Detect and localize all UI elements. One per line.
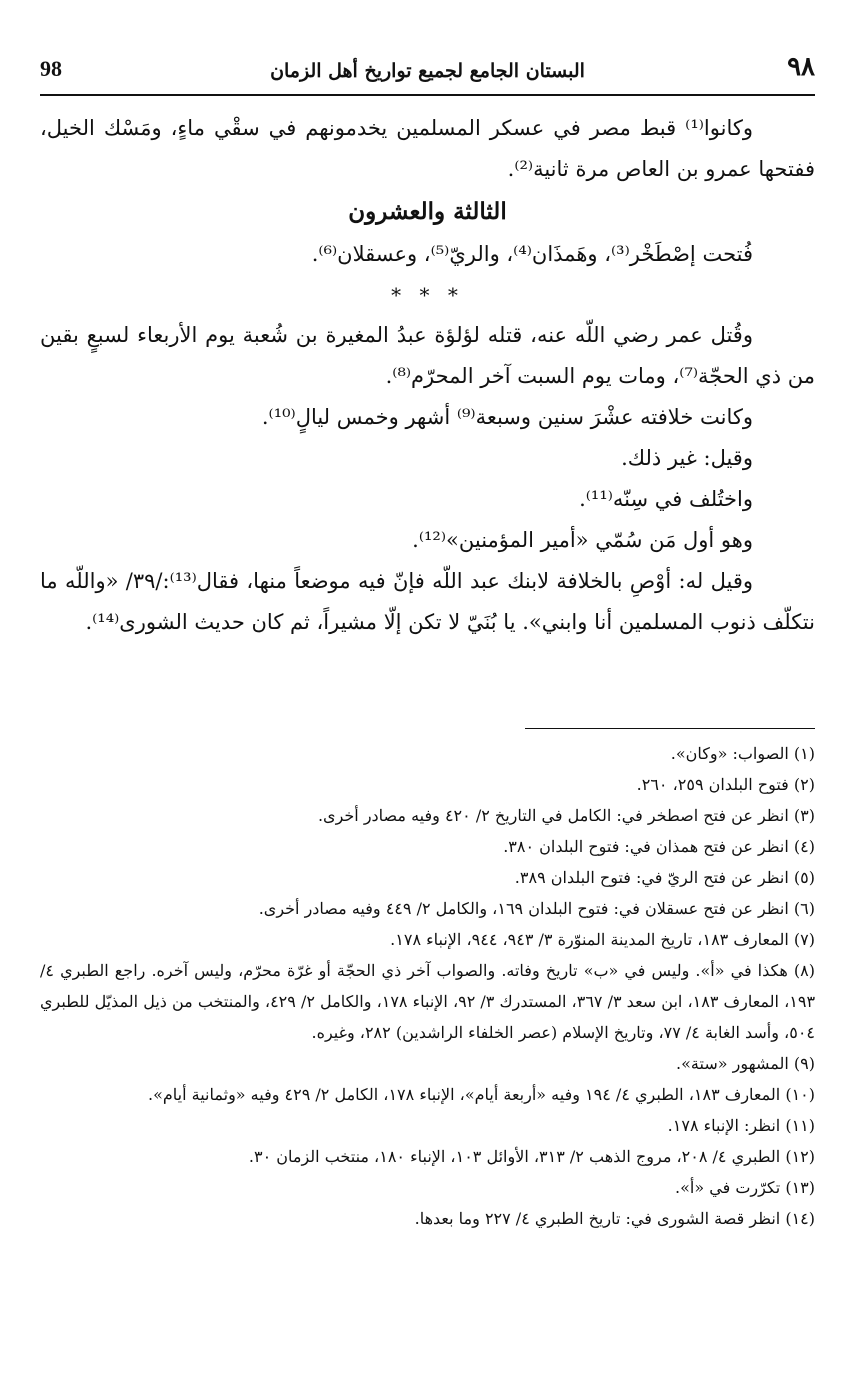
footnote-text: فتوح البلدان ٢٥٩، ٢٦٠. (636, 775, 789, 794)
paragraph-3: وقُتل عمر رضي اللّه عنه، قتله لؤلؤة عبدُ المغيرة بن شُعبة يوم الأربعاء لسبعٍ بقين من ذي الحجّة⁽⁷⁾، ومات يوم السبت آخر المحرّم⁽⁸⁾. (40, 323, 815, 388)
footnote-number: (١٤) (785, 1209, 815, 1228)
section-heading: الثالثة والعشرون (348, 198, 507, 225)
footnote-number: (٨) (793, 961, 815, 980)
footnote (40, 893, 815, 924)
footnote (40, 1079, 815, 1110)
footnote (40, 800, 815, 831)
footnote-number: (١٢) (785, 1147, 815, 1166)
footnote-number: (١١) (785, 1116, 815, 1135)
footnote-number: (١٣) (785, 1178, 815, 1197)
footnote-number: (٦) (793, 899, 815, 918)
footnote-text: انظر: الإنباء ١٧٨. (667, 1116, 781, 1135)
footnote-text: الطبري ٤/ ٢٠٨، مروج الذهب ٢/ ٣١٣، الأوائل ١٠٣، الإنباء ١٨٠، منتخب الزمان ٣٠. (248, 1147, 781, 1166)
footnote (40, 1172, 815, 1203)
page-number-arabic: ٩٨ (787, 52, 815, 82)
paragraph-1: وكانوا⁽¹⁾ قبط مصر في عسكر المسلمين يخدمونهم في سقْي ماءٍ، ومَسْك الخيل، ففتحها عمرو بن العاص مرة ثانية⁽²⁾. (40, 116, 815, 181)
footnote-text: انظر عن فتح اصطخر في: الكامل في التاريخ ٢/ ٤٢٠ وفيه مصادر أخرى. (317, 806, 789, 825)
footnote-number: (٢) (793, 775, 815, 794)
footnote-number: (٤) (793, 837, 815, 856)
running-title: البستان الجامع لجميع تواريخ أهل الزمان (270, 60, 585, 82)
footnote (40, 1048, 815, 1079)
footnote-text: المعارف ١٨٣، الطبري ٤/ ١٩٤ وفيه «أربعة أيام»، الإنباء ١٧٨، الكامل ٢/ ٤٢٩ وفيه «وثمانية أيام». (147, 1085, 781, 1104)
paragraph-2: فُتحت إصْطَخْر⁽³⁾، وهَمذَان⁽⁴⁾، والريّ⁽⁵⁾، وعسقلان⁽⁶⁾. (311, 242, 753, 266)
footnote (40, 1203, 815, 1234)
footnote-separator (525, 728, 815, 729)
footnotes (40, 738, 815, 1234)
footnote-number: (١٠) (785, 1085, 815, 1104)
page-header (40, 52, 815, 96)
footnote (40, 831, 815, 862)
page-number-latin: 98 (40, 56, 62, 81)
paragraph-5: وقيل: غير ذلك. (621, 446, 753, 470)
footnote-number: (٧) (793, 930, 815, 949)
paragraph-7: وهو أول مَن سُمّي «أمير المؤمنين»⁽¹²⁾. (412, 528, 753, 552)
main-text (40, 108, 815, 643)
footnote (40, 924, 815, 955)
footnote-text: المعارف ١٨٣، تاريخ المدينة المنوّرة ٣/ ٩٤٣، ٩٤٤، الإنباء ١٧٨. (390, 930, 789, 949)
footnote-number: (٣) (793, 806, 815, 825)
paragraph-8: وقيل له: أوْصِ بالخلافة لابنك عبد اللّه فإنّ فيه موضعاً منها، فقال⁽¹³⁾:/٣٩/ «واللّه ما نتكلّف ذنوب المسلمين أنا وابني». يا بُنَيّ لا تكن إلّا مشيراً، ثم كان حديث الشورى⁽¹⁴⁾. (40, 569, 815, 634)
footnote-text: انظر عن فتح همذان في: فتوح البلدان ٣٨٠. (503, 837, 789, 856)
section-divider-stars: * * * (391, 283, 464, 307)
footnote (40, 1141, 815, 1172)
paragraph-6: واختُلف في سِنّه⁽¹¹⁾. (579, 487, 753, 511)
footnote-text: الصواب: «وكان». (670, 744, 789, 763)
footnote-number: (٩) (793, 1054, 815, 1073)
footnote-text: انظر عن فتح الريّ في: فتوح البلدان ٣٨٩. (514, 868, 789, 887)
footnote (40, 955, 815, 1048)
footnote-number: (٥) (793, 868, 815, 887)
footnote (40, 769, 815, 800)
footnote (40, 738, 815, 769)
footnote-text: تكرّرت في «أ». (675, 1178, 781, 1197)
footnote-number: (١) (793, 744, 815, 763)
footnote-text: هكذا في «أ». وليس في «ب» تاريخ وفاته. والصواب آخر ذي الحجّة أو غرّة محرّم، وليس آخره. راجع الطبري ٤/ ١٩٣، المعارف ١٨٣، ابن سعد ٣/ ٣٦٧، المستدرك ٣/ ٩٢، الإنباء ١٧٨، والكامل ٢/ ٤٢٩، والمنتخب من ذيل المذيّل للطبري ٥٠٤، وأسد الغابة ٤/ ٧٧، وتاريخ الإسلام (عصر الخلفاء الراشدين) ٢٨٢، وغيره. (40, 961, 816, 1042)
footnote-text: انظر قصة الشورى في: تاريخ الطبري ٤/ ٢٢٧ وما بعدها. (414, 1209, 781, 1228)
paragraph-4: وكانت خلافته عشْرَ سنين وسبعة⁽⁹⁾ أشهر وخمس ليالٍ⁽¹⁰⁾. (261, 405, 753, 429)
footnote (40, 862, 815, 893)
footnote-text: انظر عن فتح عسقلان في: فتوح البلدان ١٦٩، والكامل ٢/ ٤٤٩ وفيه مصادر أخرى. (258, 899, 789, 918)
footnote (40, 1110, 815, 1141)
footnote-text: المشهور «ستة». (676, 1054, 789, 1073)
